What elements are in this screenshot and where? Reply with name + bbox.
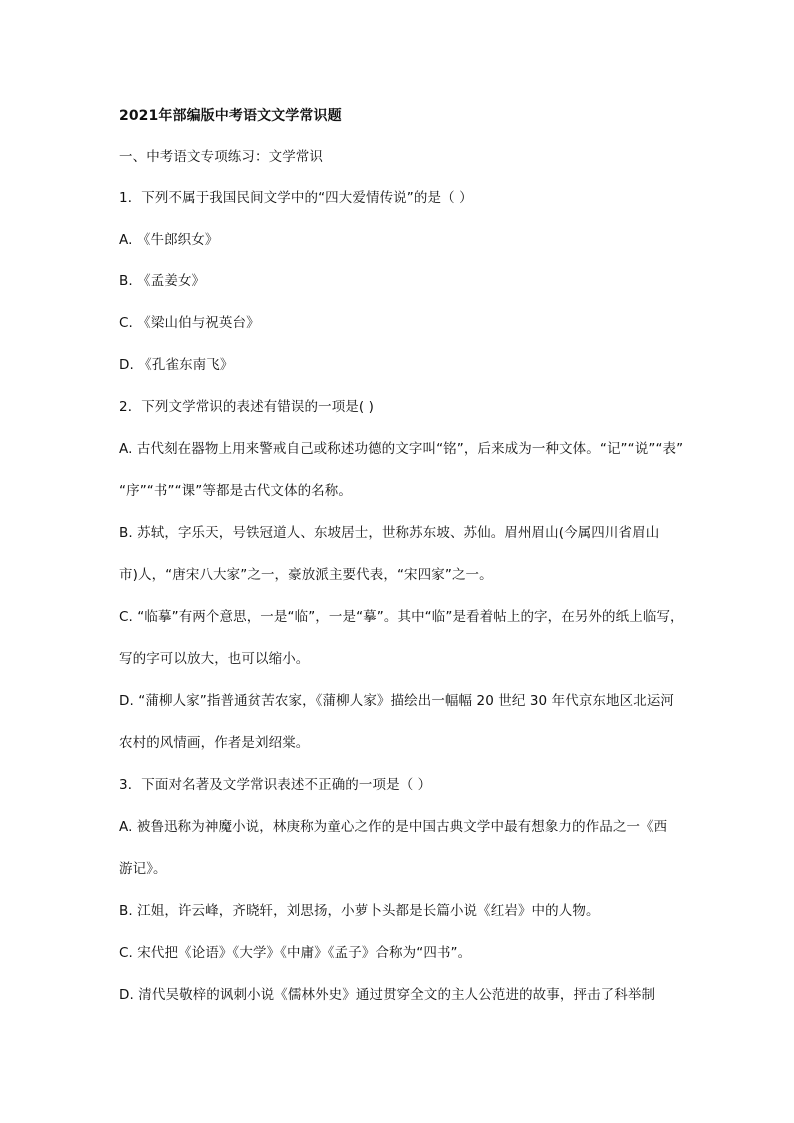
option-2b-line-1: B. 苏轼，字乐天，号铁冠道人、东坡居士，世称苏东坡、苏仙。眉州眉山(今属四川省眉山 (119, 525, 660, 541)
option-3b: B. 江姐，许云峰，齐晓轩，刘思扬，小萝卜头都是长篇小说《红岩》中的人物。 (119, 903, 600, 919)
option-2d-line-2: 农村的风情画，作者是刘绍棠。 (119, 735, 310, 751)
question-2: 2．下列文学常识的表述有错误的一项是( ) (119, 399, 375, 415)
option-3c: C. 宋代把《论语》《大学》《中庸》《孟子》合称为“四书”。 (119, 945, 472, 961)
question-1: 1．下列不属于我国民间文学中的“四大爱情传说”的是（ ） (119, 190, 473, 206)
option-1a: A. 《牛郎织女》 (119, 232, 219, 248)
option-3a-line-1: A. 被鲁迅称为神魔小说，林庚称为童心之作的是中国古典文学中最有想象力的作品之一《西 (119, 819, 668, 835)
document-title: 2021年部编版中考语文文学常识题 (119, 108, 342, 124)
option-3a-line-2: 游记》。 (119, 861, 167, 877)
option-3d-line-1: D. 清代吴敬梓的讽刺小说《儒林外史》通过贯穿全文的主人公范进的故事，抨击了科举制 (119, 987, 656, 1003)
option-2c-line-1: C. “临摹”有两个意思，一是“临”，一是“摹”。其中“临”是看着帖上的字，在另外的纸上临写， (119, 609, 684, 625)
option-2a-line-1: A. 古代刻在器物上用来警戒自己或称述功德的文字叫“铭”，后来成为一种文体。“记”“说”“表” (119, 441, 684, 457)
question-3: 3．下面对名著及文学常识表述不正确的一项是（ ） (119, 777, 432, 793)
option-1c: C. 《梁山伯与祝英台》 (119, 315, 260, 331)
section-heading: 一、中考语文专项练习：文学常识 (119, 149, 323, 165)
option-2a-line-2: “序”“书”“课”等都是古代文体的名称。 (119, 483, 352, 499)
option-1b: B. 《孟姜女》 (119, 273, 206, 289)
option-1d: D. 《孔雀东南飞》 (119, 357, 234, 373)
option-2b-line-2: 市)人，“唐宋八大家”之一，豪放派主要代表，“宋四家”之一。 (119, 567, 493, 583)
option-2c-line-2: 写的字可以放大，也可以缩小。 (119, 651, 310, 667)
option-2d-line-1: D. “蒲柳人家”指普通贫苦农家，《蒲柳人家》描绘出一幅幅 20 世纪 30 年代京东地区北运河 (119, 693, 675, 709)
